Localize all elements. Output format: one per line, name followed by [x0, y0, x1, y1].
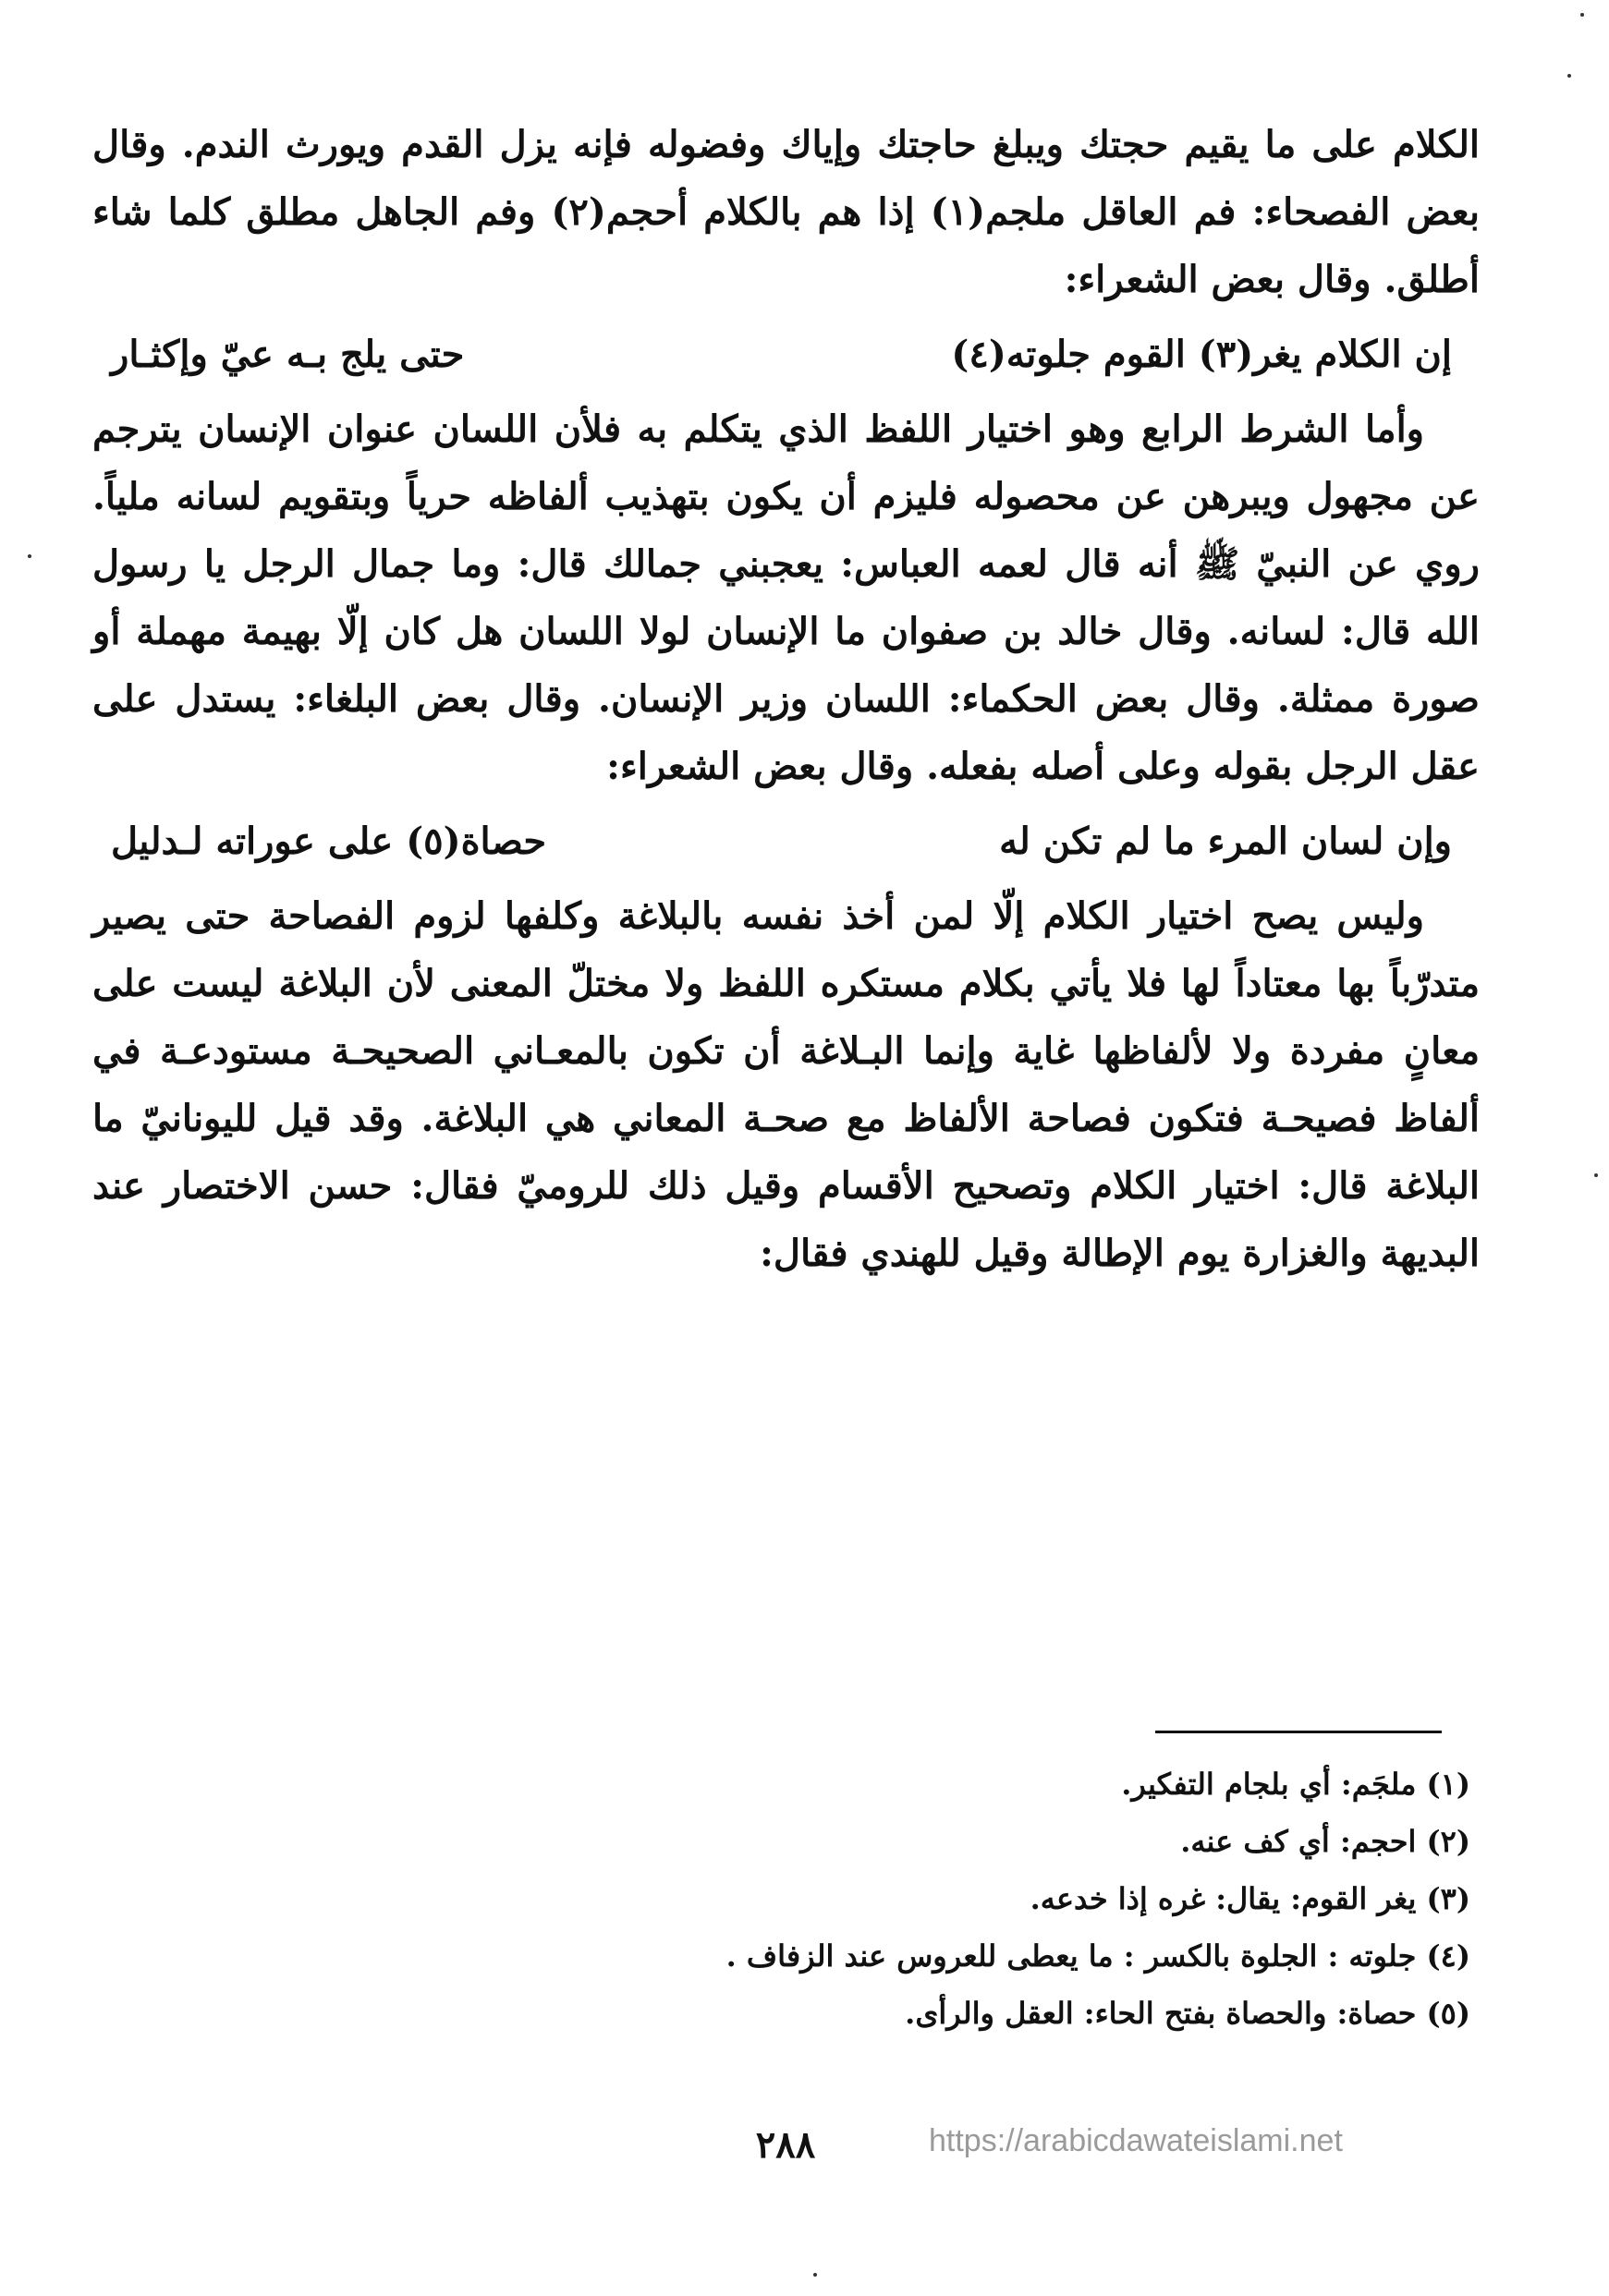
page-number: ٢٨٨: [755, 2123, 816, 2167]
footnote-separator: [1155, 1731, 1442, 1733]
verse-2-first-hemistich: وإن لسان المرء ما لم تكن له: [999, 820, 1452, 863]
paragraph-3: وليس يصح اختيار الكلام إلّا لمن أخذ نفسه بالبلاغة وكلفها لزوم الفصاحة حتى يصير متدرّباً بها معتاداً لها فلا يأتي بكلام مستكره اللفظ ولا مختلّ المعنى لأن البلاغة ليست على معانٍ مفردة ولا لألفاظها غاية وإنما البـلاغة أن تكون بالمعـاني الصحيحـة مستودعـة في ألفاظ فصيحـة فتكون فصاحة الألفاظ مع صحـة المعاني هي البلاغة. وقد قيل لليونانيّ ما البلاغة قال: اختيار الكلام وتصحيح الأقسام وقيل ذلك للروميّ فقال: حسن الاختصار عند البديهة والغزارة يوم الإطالة وقيل للهندي فقال:: [92, 894, 1481, 1275]
paragraph-2: وأما الشرط الرابع وهو اختيار اللفظ الذي يتكلم به فلأن اللسان عنوان الإنسان يترجم عن مجهول ويبرهن عن محصوله فليزم أن يكون بتهذيب ألفاظه حرياً وبتقويم لسانه ملياً. روي عن النبيّ ﷺ أنه قال لعمه العباس: يعجبني جمالك قال: وما جمال الرجل يا رسول الله قال: لسانه. وقال خالد بن صفوان ما الإنسان لولا اللسان هل كان إلّا بهيمة مهملة أو صورة ممثلة. وقال بعض الحكماء: اللسان وزير الإنسان. وقال بعض البلغاء: يستدل على عقل الرجل بقوله وعلى أصله بفعله. وقال بعض الشعراء:: [92, 407, 1480, 788]
watermark-url: https://arabicdawateislami.net: [929, 2123, 1343, 2158]
footnote-3: (٣) يغر القوم: يقال: غره إذا خدعه.: [1030, 1881, 1470, 1916]
footnote-4: (٤) جلوته : الجلوة بالكسر : ما يعطى للعروس عند الزفاف .: [725, 1938, 1470, 1974]
scan-speck: [1594, 1173, 1598, 1177]
main-text: [92, 111, 1480, 1287]
scan-speck: [1580, 13, 1584, 17]
verse-2-second-hemistich: حصاة(٥) على عوراته لـدليل: [111, 820, 547, 863]
verse-1: [92, 321, 1480, 388]
scan-speck: [813, 2273, 817, 2277]
paragraph-1: الكلام على ما يقيم حجتك ويبلغ حاجتك وإياك وفضوله فإنه يزل القدم ويورث الندم. وقال بعض الفصحاء: فم العاقل ملجم(١) إذا هم بالكلام أحجم(٢) وفم الجاهل مطلق كلما شاء أطلق. وقال بعض الشعراء:: [92, 123, 1480, 301]
footnote-1: (١) ملجَم: أي بلجام التفكير.: [1121, 1767, 1470, 1802]
footnote-2: (٢) احجم: أي كف عنه.: [1180, 1824, 1470, 1859]
verse-1-first-hemistich: إن الكلام يغر(٣) القوم جلوته(٤): [951, 333, 1452, 376]
footnotes: [277, 1755, 1470, 2042]
verse-2: [92, 808, 1480, 875]
verse-1-second-hemistich: حتى يلج بـه عيّ وإكثـار: [111, 333, 465, 376]
scan-speck: [1567, 74, 1571, 78]
scan-speck: [28, 554, 31, 558]
footnote-5: (٥) حصاة: والحصاة بفتح الحاء: العقل والرأى.: [905, 1996, 1470, 2031]
